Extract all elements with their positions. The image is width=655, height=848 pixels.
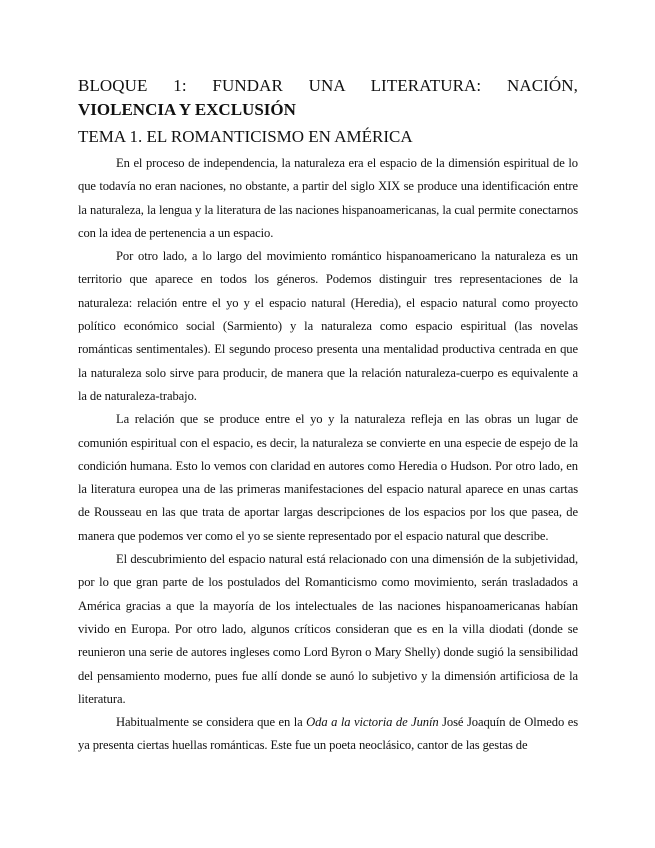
- paragraph-5-text-after: José Joaquín de Olmedo es ya presenta ciertas huellas románticas. Este fue un poeta neoclásico, cantor de las gestas de: [78, 715, 578, 753]
- paragraph-5: [78, 711, 578, 758]
- paragraph-5-text-before: Habitualmente se considera que en la: [116, 715, 307, 730]
- tema-title: TEMA 1. EL ROMANTICISMO EN AMÉRICA: [78, 127, 413, 146]
- bloque-heading-line-2: VIOLENCIA Y EXCLUSIÓN: [78, 100, 296, 119]
- paragraph-4: El descubrimiento del espacio natural está relacionado con una dimensión de la subjetividad, por lo que gran parte de los postulados del Romanticismo como movimiento, serán trasladados a América gracias a que la mayoría de los intelectuales de las naciones hispanoamericanas habían vivido en Europa. Por otro lado, algunos críticos consideran que es en la villa diodati (donde se reunieron una serie de autores ingleses como Lord Byron o Mary Shelly) donde sugió la sensibilidad del pensamiento moderno, pues fue allí donde se aunó lo subjetivo y la dimensión artificiosa de la literatura.: [78, 552, 578, 706]
- paragraph-1: En el proceso de independencia, la naturaleza era el espacio de la dimensión espiritual de lo que todavía no eran naciones, no obstante, a partir del siglo XIX se produce una identificación entre la naturaleza, la lengua y la literatura de las naciones hispanoamericanas, la cual permite conectarnos con la idea de pertenencia a un espacio.: [78, 156, 578, 240]
- paragraph-3: La relación que se produce entre el yo y la naturaleza refleja en las obras un lugar de comunión espiritual con el espacio, es decir, la naturaleza se convierte en una especie de espejo de la condición humana. Esto lo vemos con claridad en autores como Heredia o Hudson. Por otro lado, en la literatura europea una de las primeras manifestaciones del espacio natural aparece en unas cartas de Rousseau en las que trata de aportar largas descripciones de los espacios por los que pasea, de manera que podemos ver como el yo se siente representado por el espacio natural que describe.: [78, 412, 578, 543]
- bloque-heading-line-1: BLOQUE 1: FUNDAR UNA LITERATURA: NACIÓN,: [78, 76, 578, 95]
- poem-title: Oda a la victoria de Junín: [306, 715, 439, 730]
- paragraph-2: Por otro lado, a lo largo del movimiento romántico hispanoamericano la naturaleza es un territorio que aparece en todos los géneros. Podemos distinguir tres representaciones de la naturaleza: relación entre el yo y el espacio natural (Heredia), el espacio natural como proyecto político económico social (Sarmiento) y la naturaleza como espacio espiritual (las novelas románticas sentimentales). El segundo proceso presenta una mentalidad productiva centrada en que la naturaleza solo sirve para producir, de manera que la relación naturaleza-cuerpo es equivalente a la de naturaleza-trabajo.: [78, 249, 578, 403]
- document-page: [78, 74, 578, 758]
